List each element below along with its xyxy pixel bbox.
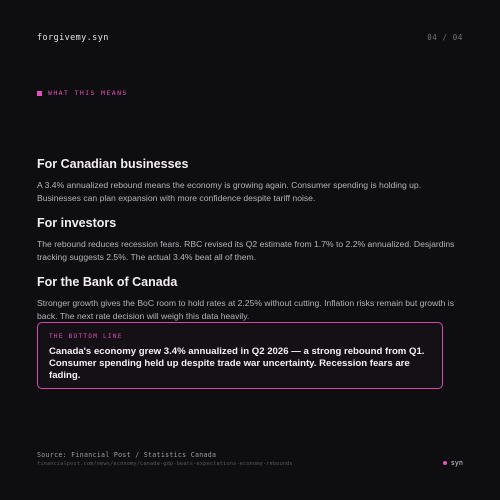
source-citation: Source: Financial Post / Statistics Canada — [37, 451, 217, 459]
brand-name: forgivemy.syn — [37, 33, 109, 43]
bottom-line-box — [37, 322, 443, 389]
source-url[interactable]: financialpost.com/news/economy/canada-gdp-beats-expectations-economy-rebounds — [37, 461, 293, 467]
insight-body: The rebound reduces recession fears. RBC revised its Q2 estimate from 1.7% to 2.2% annualized. Desjardins tracking suggests 2.5%. The actual 3.4% beat all of them. — [37, 239, 455, 262]
insight-title: For the Bank of Canada — [37, 275, 178, 289]
dot-icon — [443, 461, 447, 465]
section-tag — [37, 89, 128, 97]
insight-blocks — [37, 156, 457, 333]
insight-title: For investors — [37, 216, 117, 230]
insight-block-investors — [37, 215, 457, 263]
insight-body: Stronger growth gives the BoC room to hold rates at 2.25% without cutting. Inflation risks remain but growth is back. The next rate decision will weigh this data heavily. — [37, 298, 455, 321]
insight-block-bank-of-canada — [37, 274, 457, 322]
insight-title: For Canadian businesses — [37, 157, 189, 171]
bottom-line-text: Canada's economy grew 3.4% annualized in Q2 2026 — a strong rebound from Q1. Consumer spending held up despite trade war uncertainty. Recession fears are fading. — [49, 346, 425, 381]
section-tag-label: WHAT THIS MEANS — [48, 89, 128, 97]
page-indicator: 04 / 04 — [427, 33, 463, 42]
insight-body: A 3.4% annualized rebound means the economy is growing again. Consumer spending is holding up. Businesses can plan expansion with more confidence despite tariff noise. — [37, 180, 422, 203]
footer-brand-label: syn — [450, 459, 463, 467]
footer-brand — [443, 459, 463, 467]
square-bullet-icon — [37, 91, 42, 96]
insight-block-businesses — [37, 156, 457, 204]
bottom-line-label: THE BOTTOM LINE — [49, 333, 123, 340]
